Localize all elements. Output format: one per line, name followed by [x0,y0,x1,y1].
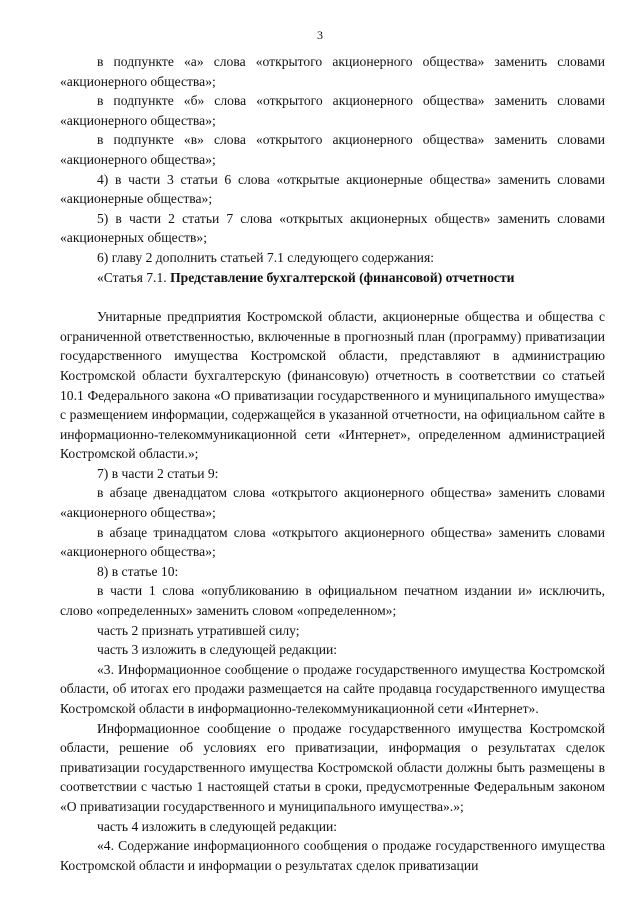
paragraph: 6) главу 2 дополнить статьей 7.1 следующего содержания: [97,249,434,265]
paragraph: часть 3 изложить в следующей редакции: [97,642,338,658]
spacer [60,287,605,307]
paragraph: 7) в части 2 статьи 9: [97,465,219,481]
paragraph: 4) в части 3 статьи 6 слова «открытые акционерные общества» заменить словами «акционерные общества»; [60,171,605,207]
paragraph: «3. Информационное сообщение о продаже государственного имущества Костромской области, об итогах его продажи размещается на сайте продавца государственного имущества Костромской области в информационно-телекоммуникационной сети «Интернет». [60,661,605,716]
paragraph: часть 4 изложить в следующей редакции: [97,818,338,834]
paragraph: в подпункте «в» слова «открытого акционерного общества» заменить словами «акционерного общества»; [60,132,605,167]
paragraph: 5) в части 2 статьи 7 слова «открытых акционерных обществ» заменить словами «акционерных обществ»; [60,210,605,246]
paragraph: в абзаце двенадцатом слова «открытого акционерного общества» заменить словами «акционерного общества»; [60,485,605,521]
paragraph: часть 2 признать утратившей силу; [97,622,300,638]
page-number: 3 [317,28,323,42]
article-prefix: «Статья 7.1. [97,269,171,285]
document-body [60,52,605,875]
paragraph: Унитарные предприятия Костромской области, акционерные общества и общества с ограниченной ответственностью, включенные в прогнозный план (программу) приватизации государственного имущества Костромской области, представляют в администрацию Костромской области бухгалтерскую (финансовую) отчетность в соответствии со статьей 10.1 Федерального закона «О приватизации государственного и муниципального имущества» с размещением информации, содержащейся в указанной отчетности, на официальном сайте в информационно-телекоммуникационной сети «Интернет», определенном администрацией Костромской области.»; [60,309,605,462]
paragraph: в подпункте «б» слова «открытого акционерного общества» заменить словами «акционерного общества»; [60,93,605,128]
article-title: Представление бухгалтерской (финансовой) отчетности [170,269,515,285]
article-heading [60,268,605,288]
paragraph: в абзаце тринадцатом слова «открытого акционерного общества» заменить словами «акционерного общества»; [60,524,605,560]
paragraph: в части 1 слова «опубликованию в официальном печатном издании и» исключить, слово «определенных» заменить словом «определенном»; [60,583,605,619]
paragraph: «4. Содержание информационного сообщения о продаже государственного имущества Костромской области и информации о результатах сделок приватизации [60,838,605,873]
paragraph: в подпункте «а» слова «открытого акционерного общества» заменить словами «акционерного общества»; [60,54,605,89]
paragraph: Информационное сообщение о продаже государственного имущества Костромской области, решение об условиях его приватизации, информация о результатах сделок приватизации государственного имущества Костромской области должны быть размещены в соответствии с частью 1 настоящей статьи в сроки, предусмотренные Федеральным законом «О приватизации государственного и муниципального имущества».»; [60,720,605,814]
paragraph: 8) в статье 10: [97,563,179,579]
